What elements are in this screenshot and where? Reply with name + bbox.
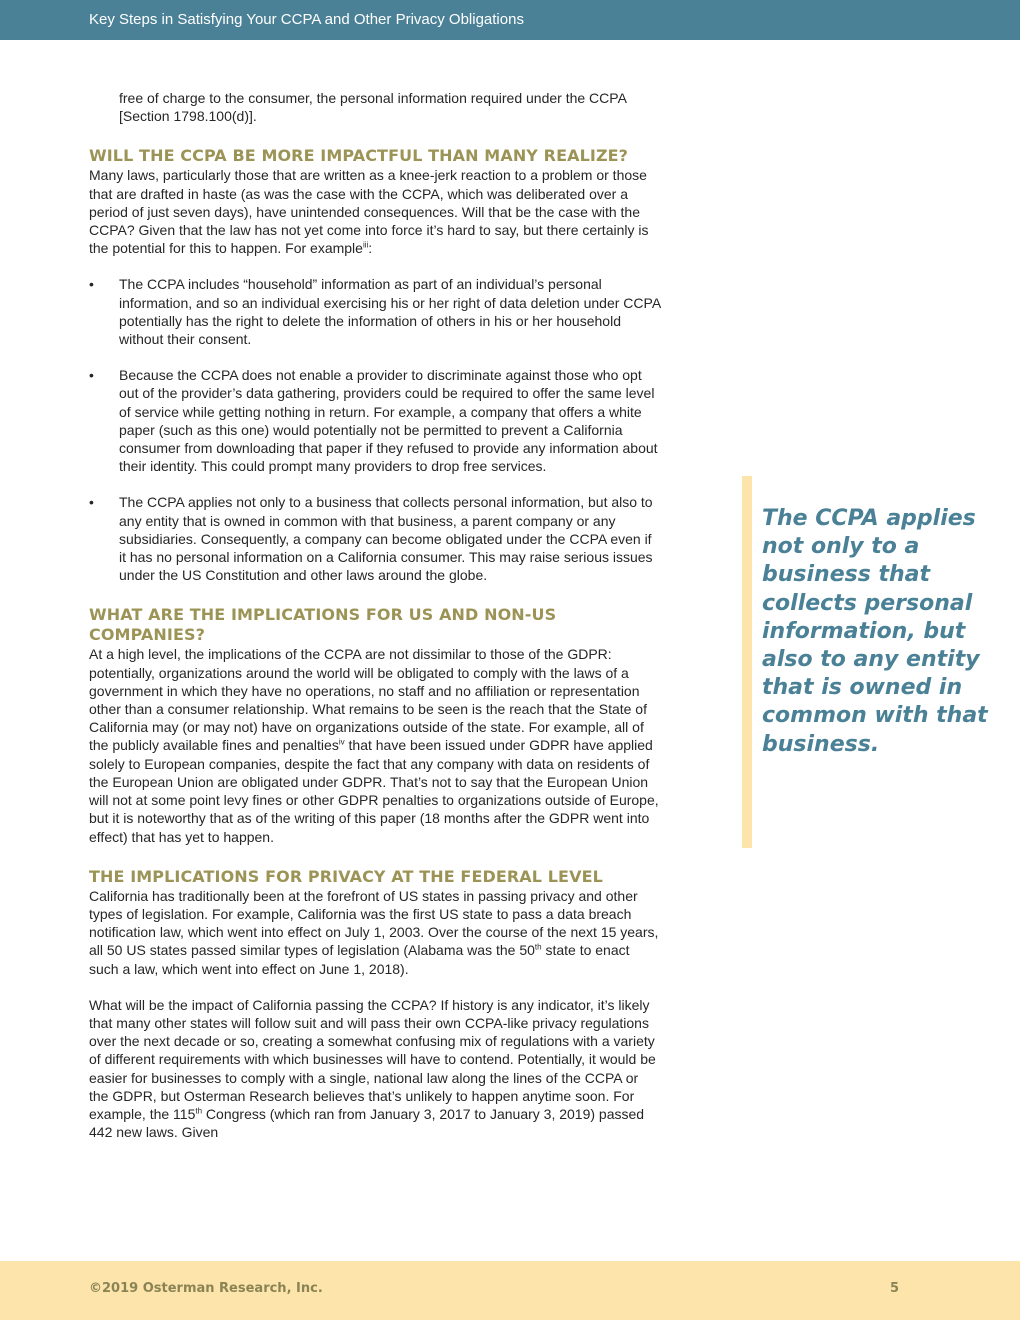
- bullet-text: The CCPA includes “household” information as part of an individual’s personal information, and so an individual exercising his or her right of data deletion under CCPA potentially has the right to delete the information of others in his or her household without their consent.: [119, 276, 661, 348]
- ordinal-suffix: th: [195, 1106, 203, 1116]
- page-number: 5: [890, 1281, 900, 1296]
- section-paragraph-impact: [89, 166, 661, 257]
- section-paragraph-federal-2: [89, 996, 661, 1142]
- pull-quote-accent-bar: [742, 476, 752, 848]
- bullet-item: [89, 275, 661, 348]
- section-paragraph-implications: [89, 645, 661, 845]
- footnote-ref: iv: [338, 737, 345, 747]
- ordinal-suffix: th: [534, 942, 542, 952]
- paragraph-text-cont: state to enact such a law, which went into effect on June 1, 2018).: [89, 942, 630, 977]
- section-heading-federal: THE IMPLICATIONS FOR PRIVACY AT THE FEDERAL LEVEL: [89, 866, 603, 886]
- section-heading-impact: WILL THE CCPA BE MORE IMPACTFUL THAN MANY REALIZE?: [89, 146, 629, 166]
- header-title: Key Steps in Satisfying Your CCPA and Other Privacy Obligations: [89, 11, 524, 28]
- section-paragraph-federal-1: [89, 887, 661, 978]
- pull-quote: The CCPA applies not only to a business that collects personal information, but also to any entity that is owned in common with that business.: [762, 506, 988, 757]
- bullet-marker: •: [89, 367, 94, 384]
- bullet-marker: •: [89, 494, 94, 511]
- paragraph-text: What will be the impact of California passing the CCPA? If history is any indicator, it’s likely that many other states will follow suit and will pass their own CCPA-like privacy regulations over the next decade or so, creating a somewhat confusing mix of regulations with a variety of different requirements with which businesses will have to contend. Potentially, it would be easier for businesses to comply with a single, national law along the lines of the CCPA or the GDPR, but Osterman Research believes that’s unlikely to happen anytime soon. For example, the 115: [89, 996, 656, 1122]
- page-footer: [0, 1261, 1020, 1320]
- paragraph-tail: :: [368, 240, 373, 257]
- page-header: [0, 0, 1020, 40]
- bullet-item: [89, 493, 661, 584]
- paragraph-text-cont: that have been issued under GDPR have applied solely to European companies, despite the fact that any company with data on residents of the European Union are obligated under GDPR. That’s not to say that the European Union will not at some point levy fines or other GDPR penalties to organizations outside of Europe, but it is noteworthy that as of the writing of this paper (18 months after the GDPR went into effect) that has yet to happen.: [89, 737, 659, 845]
- bullet-marker: •: [89, 276, 94, 293]
- bullet-text: Because the CCPA does not enable a provider to discriminate against those who opt out of the provider’s data gathering, providers could be required to offer the same level of service while getting nothing in return. For example, a company that offers a white paper (such as this one) would potentially not be permitted to prevent a California consumer from downloading that paper if they refused to provide any information about their identity. This could prompt many providers to drop free services.: [119, 367, 658, 475]
- intro-continuation: free of charge to the consumer, the personal information required under the CCPA [Section 1798.100(d)].: [119, 90, 627, 125]
- paragraph-text: At a high level, the implications of the CCPA are not dissimilar to those of the GDPR: potentially, organizations around the world will be obligated to comply with the laws of a government in which they have no operations, no staff and no affiliation or representation other than a consumer relationship. What remains to be seen is the reach that the State of California may (or may not) have on organizations outside of the state. For example, all of the publicly available fines and penalties: [89, 646, 647, 754]
- paragraph-text: California has traditionally been at the forefront of US states in passing privacy and other types of legislation. For example, California was the first US state to pass a data breach notification law, which went into effect on July 1, 2003. Over the course of the next 15 years, all 50 US states passed similar types of legislation (Alabama was the 50: [89, 887, 659, 959]
- bullet-text: The CCPA applies not only to a business that collects personal information, but also to any entity that is owned in common with that business, a parent company or any subsidiaries. Consequently, a company can become obligated under the CCPA even if it has no personal information on a California consumer. This may raise serious issues under the US Constitution and other laws around the globe.: [119, 494, 653, 584]
- bullet-list: [89, 275, 661, 584]
- main-content: [89, 89, 661, 1141]
- footnote-ref: iii: [362, 240, 369, 250]
- section-heading-implications: WHAT ARE THE IMPLICATIONS FOR US AND NON-US COMPANIES?: [89, 605, 557, 645]
- paragraph-text-cont: Congress (which ran from January 3, 2017 to January 3, 2019) passed 442 new laws. Given: [89, 1105, 645, 1141]
- footer-copyright: ©2019 Osterman Research, Inc.: [89, 1281, 323, 1296]
- paragraph-text: Many laws, particularly those that are written as a knee-jerk reaction to a problem or those that are drafted in haste (as was the case with the CCPA, which was deliberated over a period of just seven days), have unintended consequences. Will that be the case with the CCPA? Given that the law has not yet come into force it’s hard to say, but there certainly is the potential for this to happen. For example: [89, 167, 649, 257]
- bullet-item: [89, 366, 661, 475]
